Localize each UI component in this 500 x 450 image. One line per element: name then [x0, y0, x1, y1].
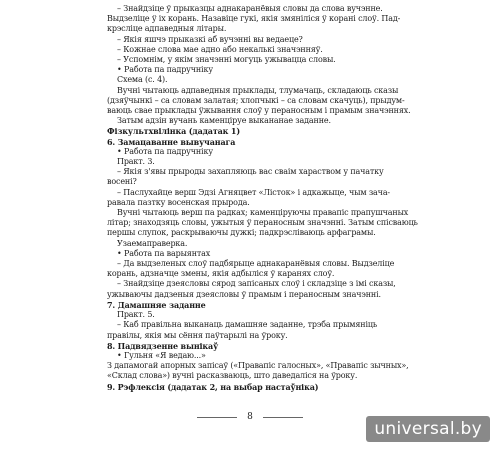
text-line: равала пазтку восенская прырода.	[107, 197, 250, 207]
text-line: літар; знаходзяць словы, ужытыя ў пераносным значэнні. Затым спісваюць	[107, 218, 418, 228]
text-line: корань, адзначце змены, якія адбыліся ў каранях слоў.	[107, 269, 335, 279]
text-line: (дзяўчынкі – са словам залатая; хлопчыкі – са словам скачуць), прыдум-	[107, 95, 405, 105]
text-line: правілы, якія мы сёння паўтарылі на ўроку.	[107, 330, 288, 340]
text-line: З дапамогай апорных запісаў («Правапіс галосных», «Правапіс зычных»,	[107, 361, 409, 371]
text-line: Практ. 3.	[117, 157, 155, 167]
text-line: Практ. 5.	[117, 310, 155, 320]
text-line: Выдзеліце ў іх корань. Назавіце гукі, якія змяніліся ў корані слоў. Пад-	[107, 14, 401, 24]
footer-rule-right	[263, 417, 303, 418]
text-line: – Якія з'явы прыроды захапляюць вас сваім хараством у пачатку	[117, 167, 384, 177]
text-line: – Знайдзіце дзеясловы сярод запісаных слоў і складзіце з імі сказы,	[117, 279, 396, 289]
section-heading: 8. Падвядзенне вынікаў	[107, 340, 219, 351]
text-line: Затым адзін вучань каменціруе выкананае заданне.	[117, 116, 331, 126]
text-line: Схема (с. 4).	[117, 75, 168, 85]
text-line: – Знайдзіце ў прыказцы аднакаранёвыя словы да слова вучэнне.	[117, 4, 383, 13]
text-line: Вучні чытаюць верш па радках; каменціруючы правапіс прапушчаных	[117, 208, 409, 218]
text-line: «Склад слова») вучні расказваюць, што даведаліся на ўроку.	[107, 371, 358, 381]
text-line: крэсліце адпаведныя літары.	[107, 24, 227, 34]
text-line: першы слупок, раскрываючы дужкі; падкрэсліваюць арфаграмы.	[107, 228, 376, 238]
footer-rule-left	[197, 417, 237, 418]
text-line: • Гульня «Я ведаю...»	[117, 350, 206, 360]
text-line: – Якія яшчэ прыказкі аб вучэнні вы ведаеце?	[117, 34, 303, 44]
text-line: Узаемаправерка.	[117, 238, 188, 248]
watermark-logo: universal.by	[366, 416, 490, 442]
page-number: 8	[247, 412, 253, 422]
section-heading: Фізкультхвілінка (дадатак 1)	[107, 126, 240, 137]
text-line: – Кожнае слова мае адно або некалькі значэнняў.	[117, 44, 323, 54]
text-line: – Успомнім, у якім значэнні могуць ужывацца словы.	[117, 55, 336, 65]
text-line: • Работа па падручніку	[117, 65, 213, 75]
text-line: Вучні чытаюць адпаведныя прыклады, тлумачаць, складаюць сказы	[117, 85, 399, 95]
section-heading: 9. Рэфлексія (дадатак 2, на выбар настаўніка)	[107, 381, 319, 392]
text-line: • Работа па падручніку	[117, 146, 213, 156]
text-line: ваюць свае прыклады ўжывання слоў у пераносным і прамым значэннях.	[107, 106, 411, 116]
text-line: – Паслухайце верш Эдзі Агняцвет «Лісток» і адкажыце, чым зача-	[117, 187, 390, 197]
text-line: восені?	[107, 177, 137, 187]
text-line: • Работа па варыянтах	[117, 248, 211, 258]
document-page	[107, 4, 418, 392]
text-line: – Каб правільна выканаць дамашняе заданне, трэба прымяніць	[117, 320, 378, 330]
section-heading: 6. Замацаванне вывучанага	[107, 136, 236, 147]
section-heading: 7. Дамашняе заданне	[107, 299, 206, 310]
text-line: ужываючы дадзеныя дзеясловы ў прамым і пераносным значэнні.	[107, 289, 381, 299]
text-line: – Да выдзеленых слоў падбярыце аднакаранёвыя словы. Выдзеліце	[117, 259, 395, 269]
